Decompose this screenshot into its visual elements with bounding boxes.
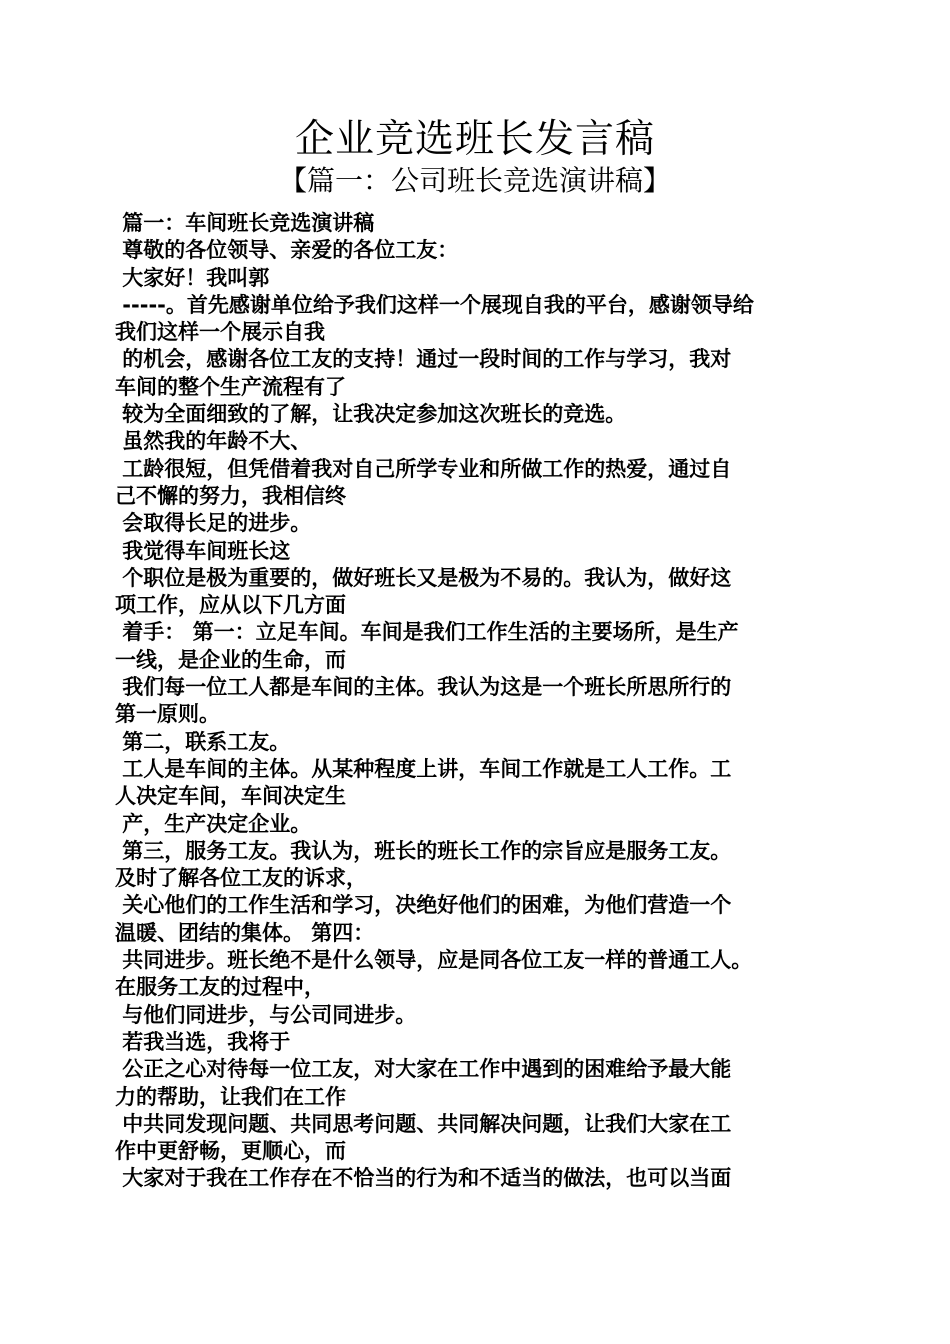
body-text-line: 会取得长足的进步。	[115, 511, 312, 536]
body-text-line: 较为全面细致的了解，让我决定参加这次班长的竞选。	[115, 402, 627, 427]
body-text-line: 虽然我的年龄不大、	[115, 429, 312, 454]
body-text-line: 的机会，感谢各位工友的支持！通过一段时间的工作与学习，我对	[115, 347, 732, 372]
document-body	[115, 210, 837, 1193]
body-text-line: 我们每一位工人都是车间的主体。我认为这是一个班长所思所行的	[115, 675, 732, 700]
body-text-line: 与他们同进步，与公司同进步。	[115, 1002, 417, 1027]
body-text-line: 大家对于我在工作存在不恰当的行为和不适当的做法，也可以当面	[115, 1166, 732, 1191]
body-text-line: 我觉得车间班长这	[115, 538, 291, 563]
body-text-line: 第二，联系工友。	[115, 729, 291, 754]
body-text-line: 我们这样一个展示自我	[115, 320, 325, 345]
body-text-line: 车间的整个生产流程有了	[115, 374, 346, 399]
body-text-line: 个职位是极为重要的，做好班长又是极为不易的。我认为，做好这	[115, 565, 732, 590]
body-text-line: 第一原则。	[115, 702, 220, 727]
body-text-line: 在服务工友的过程中，	[115, 975, 325, 1000]
body-text-line: 若我当选，我将于	[115, 1029, 291, 1054]
body-text-line: 产，生产决定企业。	[115, 811, 312, 836]
body-text-line: 公正之心对待每一位工友，对大家在工作中遇到的困难给予最大能	[115, 1057, 732, 1082]
body-text-line: 力的帮助，让我们在工作	[115, 1084, 346, 1109]
body-text-line: 大家好！我叫郭	[115, 265, 270, 290]
body-text-line: 关心他们的工作生活和学习，决绝好他们的困难，为他们营造一个	[115, 893, 732, 918]
body-text-line: 共同进步。班长绝不是什么领导，应是同各位工友一样的普通工人。	[115, 948, 753, 973]
body-text-line: 及时了解各位工友的诉求，	[115, 866, 367, 891]
body-text-line: 工人是车间的主体。从某种程度上讲，车间工作就是工人工作。工	[115, 756, 732, 781]
body-text-line: 第三，服务工友。我认为，班长的班长工作的宗旨应是服务工友。	[115, 838, 732, 863]
document-subtitle: 【篇一：公司班长竞选演讲稿】	[278, 164, 671, 197]
body-text-line: 项工作，应从以下几方面	[115, 593, 346, 618]
body-text-line: -----。首先感谢单位给予我们这样一个展现自我的平台，感谢领导给	[115, 292, 754, 317]
body-text-line: 尊敬的各位领导、亲爱的各位工友：	[115, 238, 459, 263]
body-text-line: 着手： 第一：立足车间。车间是我们工作生活的主要场所，是生产	[115, 620, 739, 645]
document-title: 企业竞选班长发言稿	[294, 117, 655, 162]
body-text-line: 己不懈的努力，我相信终	[115, 483, 346, 508]
body-text-line: 人决定车间，车间决定生	[115, 784, 346, 809]
body-text-line: 一线，是企业的生命，而	[115, 647, 346, 672]
body-text-line: 篇一：车间班长竞选演讲稿	[115, 211, 375, 235]
body-text-line: 温暖、团结的集体。 第四：	[115, 920, 375, 945]
body-text-line: 工龄很短，但凭借着我对自己所学专业和所做工作的热爱，通过自	[115, 456, 732, 481]
body-text-line: 中共同发现问题、共同思考问题、共同解决问题，让我们大家在工	[115, 1111, 732, 1136]
body-text-line: 作中更舒畅，更顺心，而	[115, 1139, 346, 1164]
